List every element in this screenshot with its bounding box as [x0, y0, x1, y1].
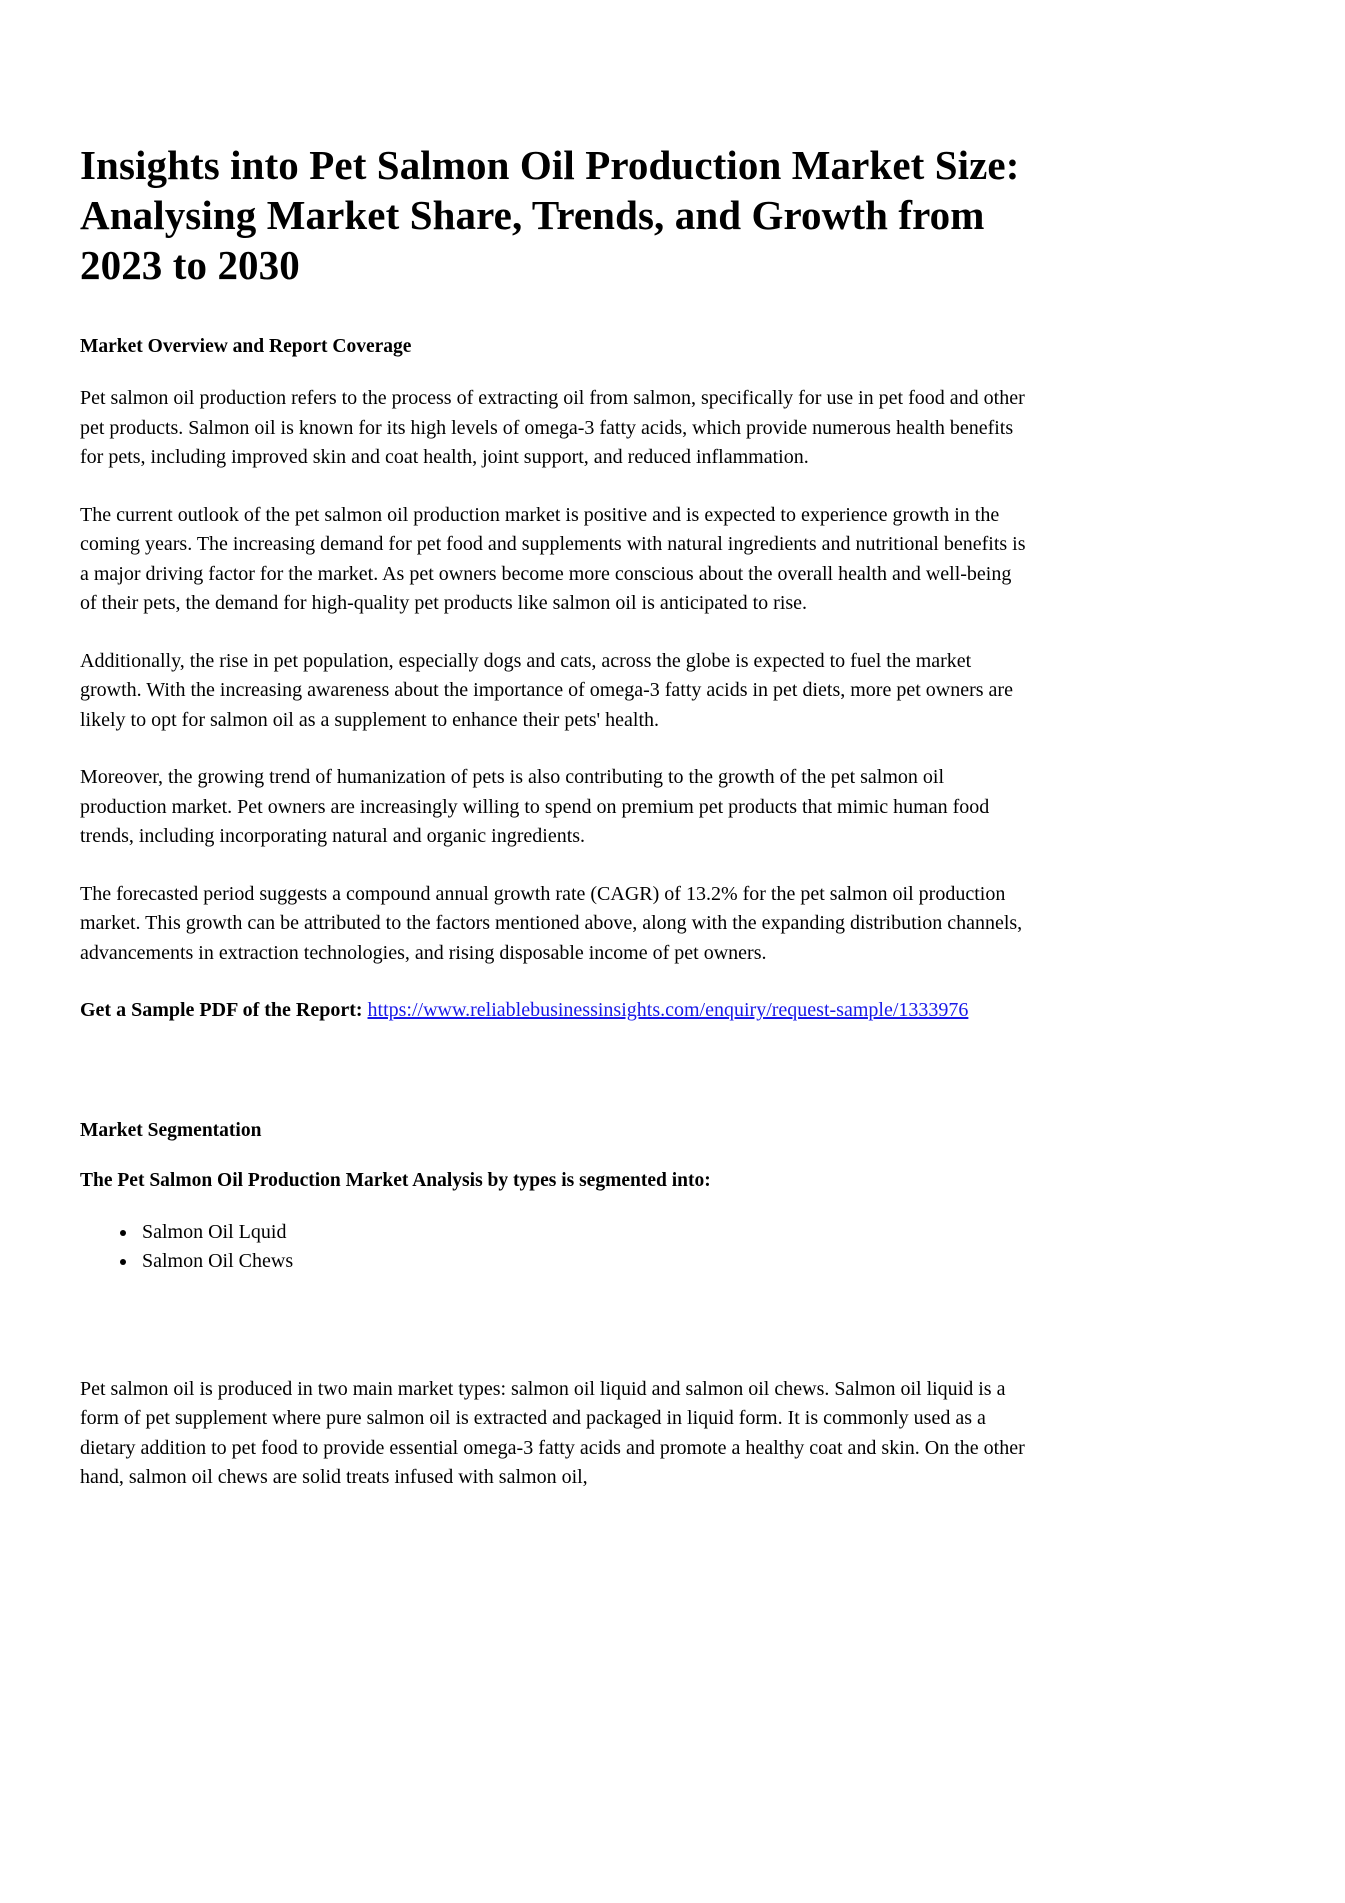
request-sample-link[interactable]: https://www.reliablebusinessinsights.com/enquiry/request-sample/1333976: [367, 999, 969, 1021]
list-item: • Salmon Oil Lquid: [138, 1218, 1030, 1248]
sample-pdf-label: Get a Sample PDF of the Report:: [80, 999, 363, 1021]
spacer-before-segmentation: [80, 1078, 1030, 1118]
spacer-after-link: [80, 1026, 1030, 1078]
paragraph-pet-population: Additionally, the rise in pet population, especially dogs and cats, across the globe is expected to fuel the market growth. With the increasing awareness about the importance of omega-3 fatty acids in pet diets, more pet owners are likely to opt for salmon oil as a supplement to enhance their pets' health.: [80, 649, 1013, 731]
spacer-after-list: [80, 1277, 1030, 1335]
sample-pdf-line: [80, 996, 1030, 1026]
heading-types-segmentation: The Pet Salmon Oil Production Market Analysis by types is segmented into:: [80, 1169, 711, 1191]
paragraph-cagr-forecast: The forecasted period suggests a compound annual growth rate (CAGR) of 13.2% for the pet salmon oil production market. This growth can be attributed to the factors mentioned above, along with the expanding distribution channels, advancements in extraction technologies, and rising disposable income of pet owners.: [80, 882, 1023, 964]
page-title: Insights into Pet Salmon Oil Production Market Size: Analysing Market Share, Trends, and Growth from 2023 to 2030: [80, 142, 1020, 288]
heading-market-segmentation: Market Segmentation: [80, 1119, 262, 1141]
spacer-before-final-paragraph: [80, 1335, 1030, 1375]
paragraph-types-description: Pet salmon oil is produced in two main market types: salmon oil liquid and salmon oil chews. Salmon oil liquid is a form of pet supplement where pure salmon oil is extracted and packaged in liquid form. It is commonly used as a dietary addition to pet food to provide essential omega-3 fatty acids and promote a healthy coat and skin. On the other hand, salmon oil chews are solid treats infused with salmon oil,: [80, 1377, 1025, 1488]
paragraph-market-outlook: The current outlook of the pet salmon oil production market is positive and is expected to experience growth in the coming years. The increasing demand for pet food and supplements with natural ingredients and nutritional benefits is a major driving factor for the market. As pet owners become more conscious about the overall health and well-being of their pets, the demand for high-quality pet products like salmon oil is anticipated to rise.: [80, 503, 1026, 614]
market-types-list: [80, 1218, 1030, 1277]
document-content: [80, 140, 1030, 1493]
paragraph-overview-definition: Pet salmon oil production refers to the process of extracting oil from salmon, specifically for use in pet food and other pet products. Salmon oil is known for its high levels of omega-3 fatty acids, which provide numerous health benefits for pets, including improved skin and coat health, joint support, and reduced inflammation.: [80, 387, 1025, 468]
heading-market-overview: Market Overview and Report Coverage: [80, 336, 412, 357]
list-item: • Salmon Oil Chews: [138, 1247, 1030, 1277]
paragraph-humanization-trend: Moreover, the growing trend of humanization of pets is also contributing to the growth of the pet salmon oil production market. Pet owners are increasingly willing to spend on premium pet products that mimic human food trends, including incorporating natural and organic ingredients.: [80, 766, 990, 847]
